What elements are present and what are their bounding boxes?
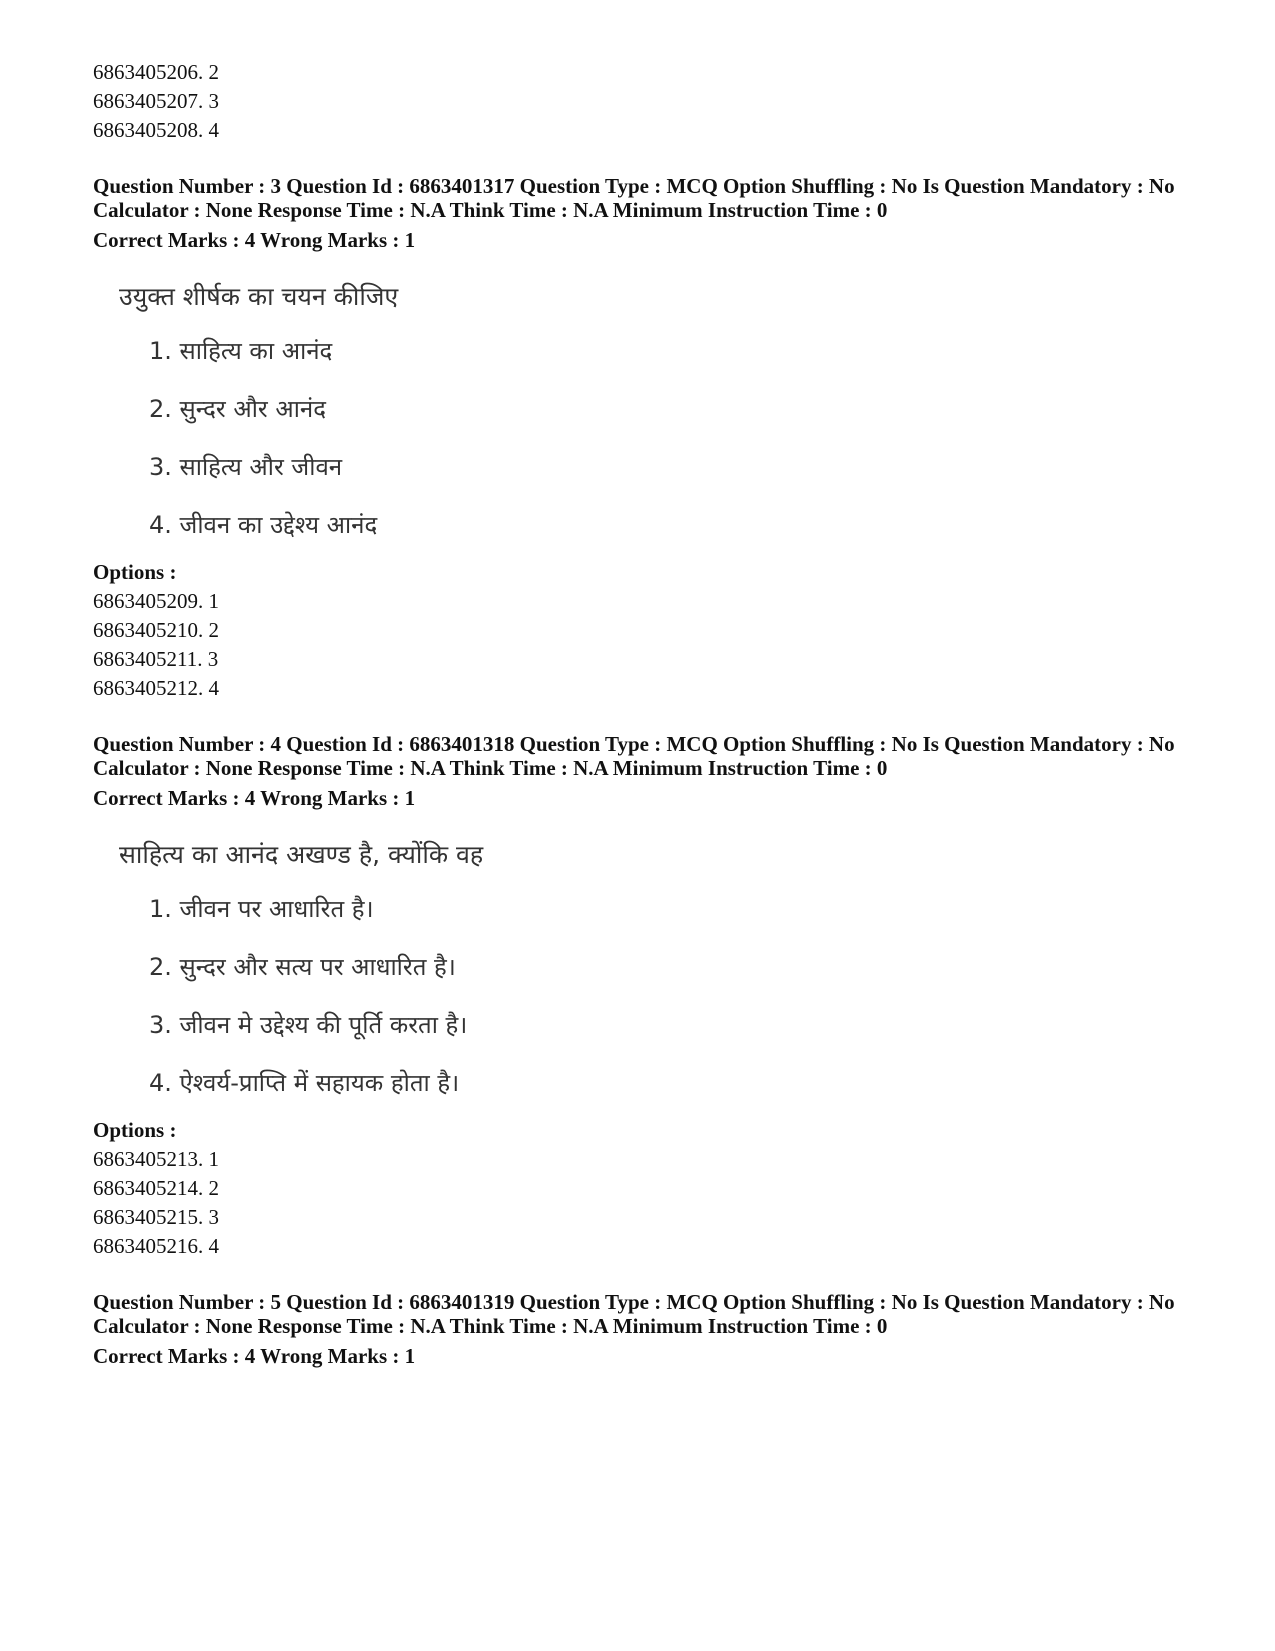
question-block-3: [93, 174, 1203, 703]
answer-choice: 1. जीवन पर आधारित है।: [149, 895, 374, 923]
question-stem: उयुक्त शीर्षक का चयन कीजिए: [119, 282, 399, 311]
option-line: 6863405216. 4: [93, 1234, 219, 1258]
question-meta-line: Question Number : 4 Question Id : 6863401318 Question Type : MCQ Option Shuffling : No Is Question Mandatory : No: [93, 732, 1175, 756]
option-line: 6863405206. 2: [93, 60, 219, 84]
question-meta-line: Calculator : None Response Time : N.A Think Time : N.A Minimum Instruction Time : 0: [93, 1314, 888, 1338]
answer-choices: [149, 894, 1203, 1098]
question-meta-line: Calculator : None Response Time : N.A Think Time : N.A Minimum Instruction Time : 0: [93, 198, 888, 222]
option-line: 6863405207. 3: [93, 89, 219, 113]
question-block-5: [93, 1290, 1203, 1368]
answer-choice: 1. साहित्य का आनंद: [149, 337, 333, 365]
answer-choice: 3. साहित्य और जीवन: [149, 453, 343, 481]
answer-choice: 3. जीवन मे उद्देश्य की पूर्ति करता है।: [149, 1011, 468, 1039]
answer-choice: 2. सुन्दर और आनंद: [149, 395, 326, 423]
option-line: 6863405211. 3: [93, 647, 219, 671]
question-meta-line: Calculator : None Response Time : N.A Think Time : N.A Minimum Instruction Time : 0: [93, 756, 888, 780]
option-line: 6863405210. 2: [93, 618, 219, 642]
question-meta-line: Question Number : 3 Question Id : 6863401317 Question Type : MCQ Option Shuffling : No Is Question Mandatory : No: [93, 174, 1175, 198]
option-line: 6863405209. 1: [93, 589, 219, 613]
option-line: 6863405212. 4: [93, 676, 219, 700]
top-options-list: [93, 58, 1203, 145]
option-line: 6863405213. 1: [93, 1147, 219, 1171]
option-line: 6863405208. 4: [93, 118, 219, 142]
question-stem: साहित्य का आनंद अखण्ड है, क्योंकि वह: [119, 840, 484, 869]
answer-choice: 4. जीवन का उद्देश्य आनंद: [149, 511, 378, 539]
question-marks: Correct Marks : 4 Wrong Marks : 1: [93, 1344, 416, 1368]
question-meta-line: Question Number : 5 Question Id : 6863401319 Question Type : MCQ Option Shuffling : No Is Question Mandatory : No: [93, 1290, 1175, 1314]
options-heading: Options :: [93, 560, 177, 584]
question-block-4: [93, 732, 1203, 1261]
answer-choices: [149, 336, 1203, 540]
question-marks: Correct Marks : 4 Wrong Marks : 1: [93, 228, 416, 252]
options-heading: Options :: [93, 1118, 177, 1142]
answer-choice: 4. ऐश्वर्य-प्राप्ति में सहायक होता है।: [149, 1069, 460, 1097]
answer-choice: 2. सुन्दर और सत्य पर आधारित है।: [149, 953, 456, 981]
document-page: [93, 58, 1203, 1368]
question-marks: Correct Marks : 4 Wrong Marks : 1: [93, 786, 416, 810]
option-line: 6863405214. 2: [93, 1176, 219, 1200]
option-line: 6863405215. 3: [93, 1205, 219, 1229]
